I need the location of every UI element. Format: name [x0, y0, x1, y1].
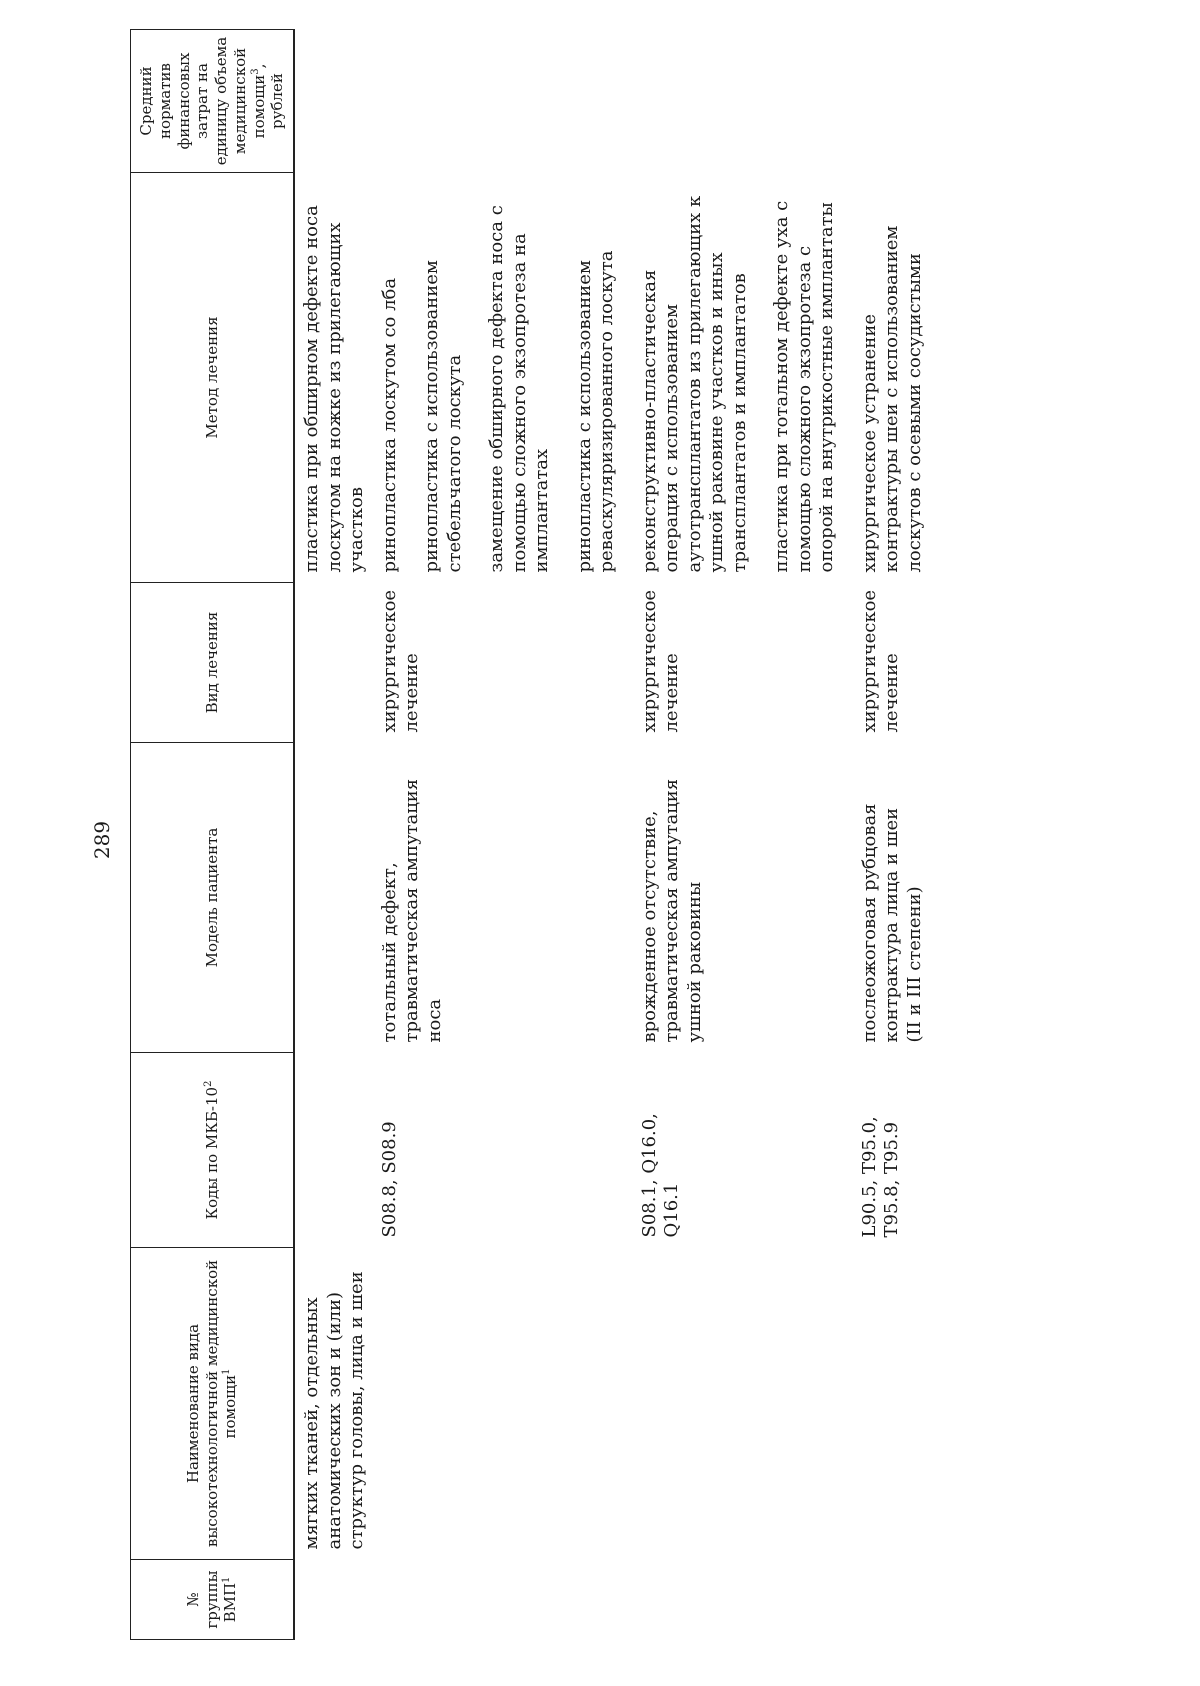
- method-item: замещение обширного дефекта носа с помощью сложного экзопротеза на имплантатах: [486, 205, 552, 573]
- model-cell: врожденное отсутствие, травматическая ампутация ушной раковины: [638, 778, 705, 1043]
- codes-cell: L90.5, T95.0, T95.8, T95.9: [858, 1116, 902, 1238]
- header-type: Вид лечения: [131, 583, 295, 743]
- page-number: 289: [90, 820, 114, 860]
- header-row: [131, 30, 295, 1640]
- method-item: реконструктивно-пластическая операция с использованием аутотрансплантатов из прилегающих к ушной раковине участков и иных трансплантатов и имплантатов: [638, 195, 750, 573]
- type-cell: хирургическое лечение: [858, 589, 902, 733]
- table-row: [639, 30, 839, 1640]
- table-row: [294, 30, 369, 1640]
- intro-name-cell: мягких тканей, отдельных анатомических зон и (или) структур головы, лица и шеи: [301, 1271, 367, 1550]
- model-cell: послеожоговая рубцовая контрактура лица и шеи (II и III степени): [858, 803, 925, 1043]
- table-row: [859, 30, 927, 1640]
- method-item: ринопластика лоскутом со лба: [378, 277, 400, 573]
- method-cell: [859, 173, 927, 583]
- header-codes: Коды по МКБ-$10^2$: [131, 1053, 295, 1248]
- header-cost: Средний норматив финансовых затрат на единицу объема медицинской помощи$^3$, рублей: [131, 30, 295, 173]
- treatment-table: [130, 29, 926, 1640]
- codes-cell: S08.1, Q16.0, Q16.1: [638, 1113, 682, 1238]
- type-cell: хирургическое лечение: [378, 589, 422, 733]
- rotated-table-container: [130, 30, 1150, 1640]
- intro-method-cell: пластика при обширном дефекте носа лоскутом на ножке из прилегающих участков: [301, 205, 367, 573]
- model-cell: тотальный дефект, травматическая ампутация носа: [378, 778, 445, 1043]
- header-group: № группы ВМП$^1$: [131, 1560, 295, 1640]
- header-model: Модель пациента: [131, 743, 295, 1053]
- type-cell: хирургическое лечение: [638, 589, 682, 733]
- table-row: [379, 30, 619, 1640]
- header-method: Метод лечения: [131, 173, 295, 583]
- method-item: ринопластика с использованием стебельчатого лоскута: [421, 260, 465, 573]
- header-name: Наименование вида высокотехнологичной медицинской помощи$^1$: [131, 1248, 295, 1560]
- method-item: ринопластика с использованием реваскуляризированного лоскута: [573, 250, 617, 573]
- method-item: пластика при тотальном дефекте уха с помощью сложного экзопротеза с опорой на внутрикостные имплантаты: [771, 200, 837, 573]
- method-cell: [639, 173, 839, 583]
- method-item: хирургическое устранение контрактуры шеи с использованием лоскутов с осевыми сосудистыми: [858, 225, 925, 573]
- method-cell: [379, 173, 619, 583]
- codes-cell: S08.8, S08.9: [378, 1121, 400, 1238]
